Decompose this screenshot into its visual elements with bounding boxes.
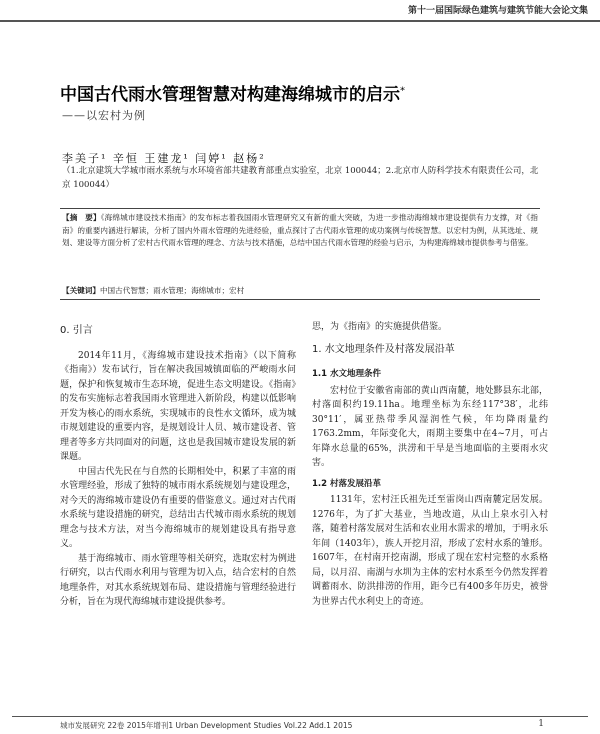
section1-1-text: 宏村位于安徽省南部的黄山西南麓，地处黟县东北部，村落面积约19.11ha。地理坐标为东经117°38′，北纬30°11′，属亚热带季风湿润性气候，年均降雨量约1763.2mm，年际变化大，雨期主要集中在4~7月，可占年降水总量的65%，洪涝和干旱是当地面临的主要雨水灾害。 <box>312 385 548 468</box>
intro-heading: 0. 引言 <box>60 325 93 336</box>
header-band <box>0 0 600 22</box>
title-text: 中国古代雨水管理智慧对构建海绵城市的启示 <box>60 85 400 105</box>
proceedings-header: 第十一届国际绿色建筑与建筑节能大会论文集 <box>407 6 588 16</box>
intro-paragraph: 基于海绵城市、雨水管理等相关研究，选取宏村为例进行研究，以古代雨水利用与管理为切入点，结合宏村的自然地理条件，对其水系统规划布局、建设措施与管理经验进行分析，旨在为现代海绵城市建设提供参考。 <box>60 553 296 607</box>
keywords-label: 【关键词】 <box>62 286 100 295</box>
abstract <box>62 212 538 250</box>
continuation-text: 思，为《指南》的实施提供借鉴。 <box>312 322 448 332</box>
section1-heading: 1. 水文地理条件及村落发展沿革 <box>312 343 455 355</box>
right-column <box>312 320 548 609</box>
section1-1-heading: 1.1 水文地理条件 <box>312 369 382 379</box>
paper-title <box>60 80 560 105</box>
affiliation: （1.北京建筑大学城市雨水系统与水环境省部共建教育部重点实验室，北京 100044；2.北京市人防科学技术有限责任公司，北京 100044） <box>62 166 539 190</box>
page-number: 1 <box>538 719 544 729</box>
left-column <box>60 320 296 610</box>
section1-2-text: 1131年，宏村汪氏祖先迁至雷岗山西南麓定居发展。1276年，为了扩大基业，当地改道，从山上泉水引入村落，随着村落发展对生活和农业用水需求的增加，于明永乐年间（1403年），族人开挖月沼，形成了宏村水系的雏形。1607年，在村南开挖南湖，形成了现在宏村完整的水系格局，以月沼、南湖与水圳为主体的宏村水系至今仍然发挥着调蓄雨水、防洪排涝的作用，距今已有400多年历史，被誉为世界古代水利史上的奇迹。 <box>312 495 548 607</box>
section1-2-heading: 1.2 村落发展沿革 <box>312 478 382 489</box>
footer-rule <box>12 716 588 717</box>
journal-footer: 城市发展研究 22卷 2015年增刊1 Urban Development Studies Vol.22 Add.1 2015 <box>60 721 353 730</box>
author-list: 李美子¹ 辛恒 王建龙¹ 闫婷¹ 赵杨² <box>62 152 266 165</box>
abstract-label: 【摘 要】 <box>62 213 101 222</box>
keywords <box>62 285 538 296</box>
title-footnote-mark: * <box>400 85 405 97</box>
keywords-text: 中国古代智慧；雨水管理；海绵城市；宏村 <box>99 286 245 295</box>
intro-paragraph: 2014年11月，《海绵城市建设技术指南》（以下简称《指南》）发布试行，旨在解决我国城镇面临的严峻雨水问题，保护和恢复城市生态环境，促进生态文明建设。《指南》的发布实施标志着我国雨水管理进入新阶段，构建以低影响开发为核心的雨水系统，实现城市的良性水文循环，成为城市规划建设的重要内容，是规划设计人员、城市建设者、管理者等多方共同面对的问题，这也是我国城市建设发展的新课题。 <box>60 350 296 462</box>
intro-paragraph: 中国古代先民在与自然的长期相处中，积累了丰富的雨水管理经验，形成了独特的城市雨水系统规划与建设理念，对今天的海绵城市建设仍有重要的借鉴意义。通过对古代雨水系统与建设措施的研究，总结出古代城市雨水系统的规划理念与技术方法，对当今海绵城市的规划建设具有指导意义。 <box>60 466 296 549</box>
paper-subtitle: ——以宏村为例 <box>62 109 146 122</box>
abstract-text: 《海绵城市建设技术指南》的发布标志着我国雨水管理研究又有新的重大突破，为进一步推动海绵城市建设提供有力支撑，对《指南》的重要内涵进行解读，分析了国内外雨水管理的先进经验，重点探讨了古代雨水管理的成功案例与传统智慧。以宏村为例，从其选址、规划、建设等方面分析了宏村古代雨水管理的理念、方法与技术措施，总结中国古代雨水管理的经验与启示，为构建海绵城市提供参考与借鉴。 <box>62 213 539 247</box>
